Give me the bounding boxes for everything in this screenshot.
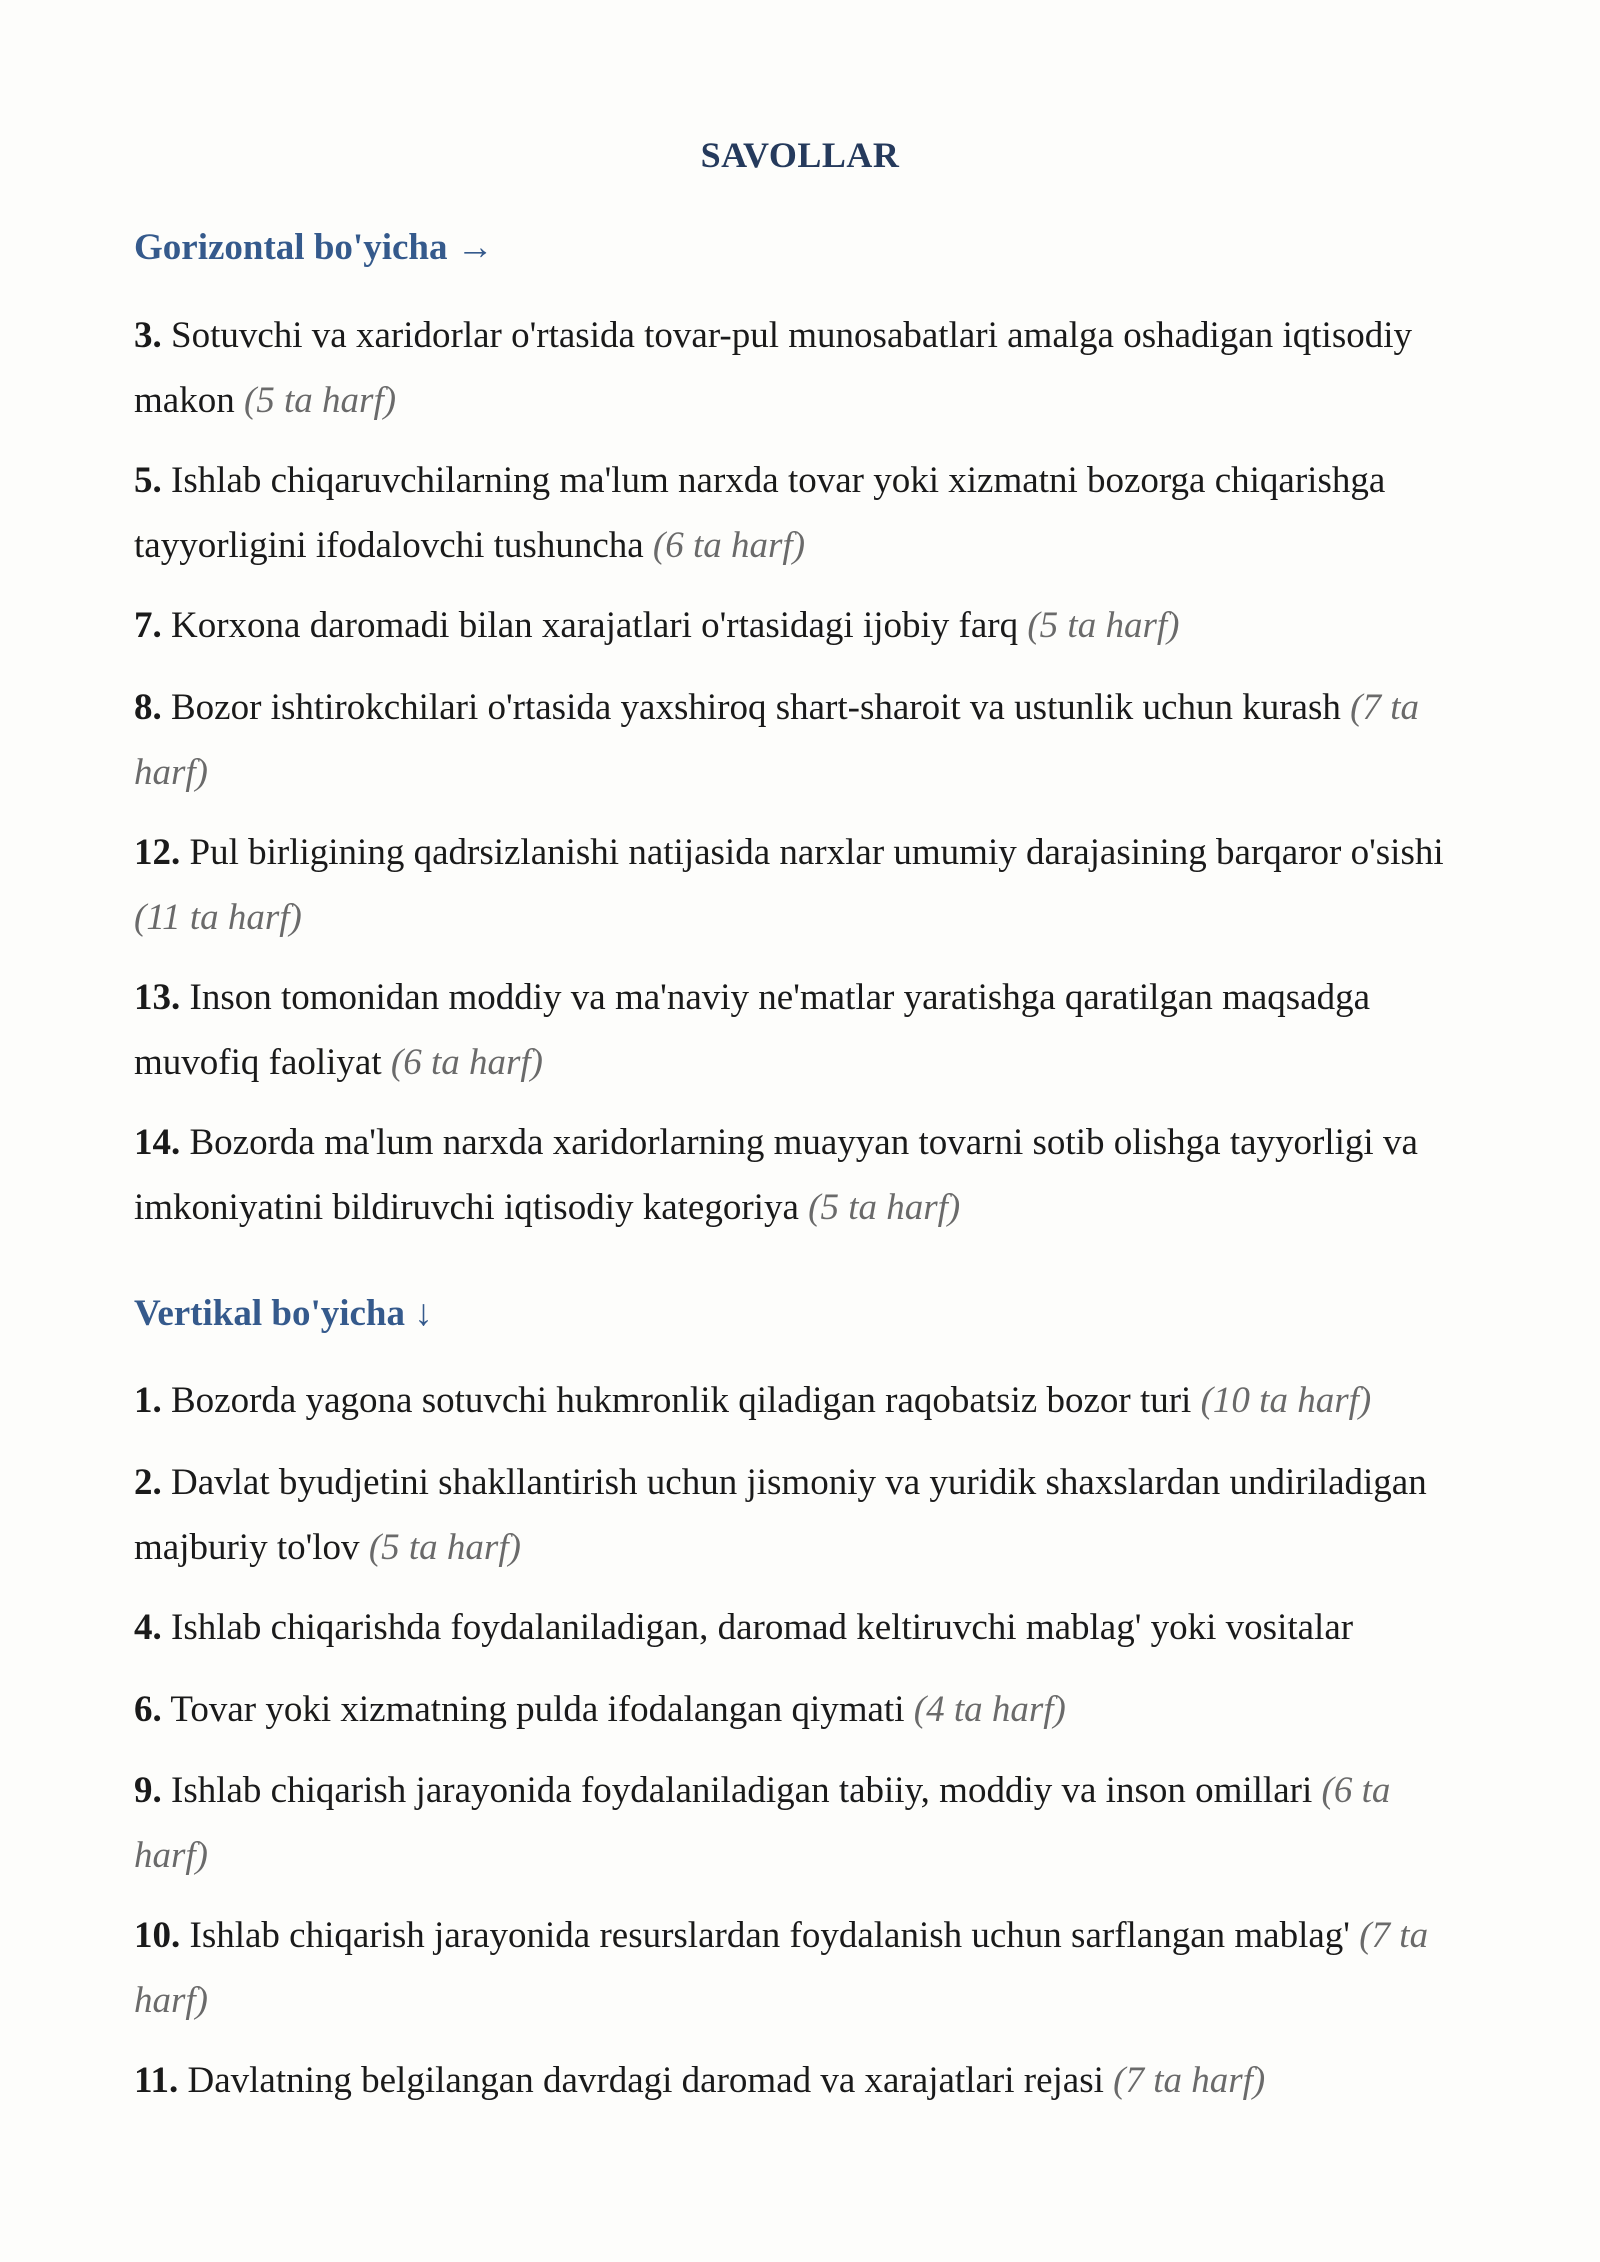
question-number: 2. [134, 1462, 162, 1503]
horizontal-heading: Gorizontal bo'yicha → [134, 227, 494, 268]
question-number: 7. [134, 605, 162, 646]
letter-count-hint: (6 ta harf) [390, 1042, 543, 1083]
question-text: Bozorda yagona sotuvchi hukmronlik qiladigan raqobatsiz bozor turi [171, 1380, 1192, 1421]
letter-count-hint: (5 ta harf) [243, 380, 397, 421]
question-item [134, 2048, 1464, 2113]
question-text: Pul birligining qadrsizlanishi natijasida narxlar umumiy darajasining barqaror o'sishi [189, 832, 1444, 873]
question-item [134, 1758, 1464, 1888]
question-number: 1. [134, 1380, 162, 1421]
question-text: Ishlab chiqaruvchilarning ma'lum narxda tovar yoki xizmatni bozorga chiqarishga tayyorligini ifodalovchi tushuncha [134, 460, 1386, 566]
question-number: 11. [134, 2060, 179, 2101]
question-item [134, 1110, 1464, 1240]
letter-count-hint: (6 ta harf) [134, 1770, 1391, 1876]
letter-count-hint: (7 ta harf) [134, 687, 1419, 793]
question-item [134, 1368, 1464, 1433]
question-item [134, 593, 1464, 658]
letter-count-hint: (7 ta harf) [1113, 2060, 1266, 2101]
question-number: 12. [134, 832, 181, 873]
question-item [134, 675, 1464, 805]
question-text: Tovar yoki xizmatning pulda ifodalangan qiymati [170, 1689, 905, 1730]
question-number: 10. [134, 1915, 181, 1956]
letter-count-hint: (5 ta harf) [808, 1187, 961, 1228]
question-text: Ishlab chiqarish jarayonida foydalaniladigan tabiiy, moddiy va inson omillari [171, 1770, 1313, 1811]
question-number: 13. [134, 977, 181, 1018]
question-item [134, 1677, 1464, 1742]
question-item [134, 1903, 1464, 2033]
letter-count-hint: (5 ta harf) [368, 1527, 521, 1568]
question-number: 9. [134, 1770, 162, 1811]
question-text: Bozorda ma'lum narxda xaridorlarning muayyan tovarni sotib olishga tayyorligi va imkoniyatini bildiruvchi iqtisodiy kategoriya [134, 1122, 1418, 1228]
question-number: 3. [134, 315, 162, 356]
letter-count-hint: (6 ta harf) [652, 525, 806, 566]
page-title: SAVOLLAR [700, 135, 900, 175]
question-text: Ishlab chiqarish jarayonida resurslardan foydalanish uchun sarflangan mablag' [189, 1915, 1350, 1956]
question-number: 8. [134, 687, 162, 728]
question-item [134, 448, 1464, 578]
question-number: 14. [134, 1122, 181, 1163]
question-text: Korxona daromadi bilan xarajatlari o'rtasidagi ijobiy farq [171, 605, 1019, 646]
question-text: Ishlab chiqarishda foydalaniladigan, daromad keltiruvchi mablag' yoki vositalar [171, 1607, 1354, 1648]
letter-count-hint: (11 ta harf) [134, 897, 302, 938]
question-item [134, 303, 1464, 433]
question-number: 6. [134, 1689, 162, 1730]
question-item [134, 820, 1464, 950]
question-item [134, 965, 1464, 1095]
letter-count-hint: (10 ta harf) [1200, 1380, 1372, 1421]
letter-count-hint: (4 ta harf) [913, 1689, 1066, 1730]
letter-count-hint: (5 ta harf) [1027, 605, 1180, 646]
question-text: Sotuvchi va xaridorlar o'rtasida tovar-pul munosabatlari amalga oshadigan iqtisodiy makon [134, 315, 1412, 421]
question-text: Bozor ishtirokchilari o'rtasida yaxshiroq shart-sharoit va ustunlik uchun kurash [171, 687, 1341, 728]
vertical-heading: Vertikal bo'yicha ↓ [134, 1293, 433, 1334]
question-number: 4. [134, 1607, 162, 1648]
question-number: 5. [134, 460, 162, 501]
question-text: Davlat byudjetini shakllantirish uchun jismoniy va yuridik shaxslardan undiriladigan majburiy to'lov [134, 1462, 1427, 1568]
question-item [134, 1450, 1464, 1580]
question-text: Inson tomonidan moddiy va ma'naviy ne'matlar yaratishga qaratilgan maqsadga muvofiq faoliyat [134, 977, 1371, 1083]
letter-count-hint: (7 ta harf) [134, 1915, 1429, 2021]
question-item [134, 1595, 1464, 1660]
question-text: Davlatning belgilangan davrdagi daromad va xarajatlari rejasi [187, 2060, 1104, 2101]
